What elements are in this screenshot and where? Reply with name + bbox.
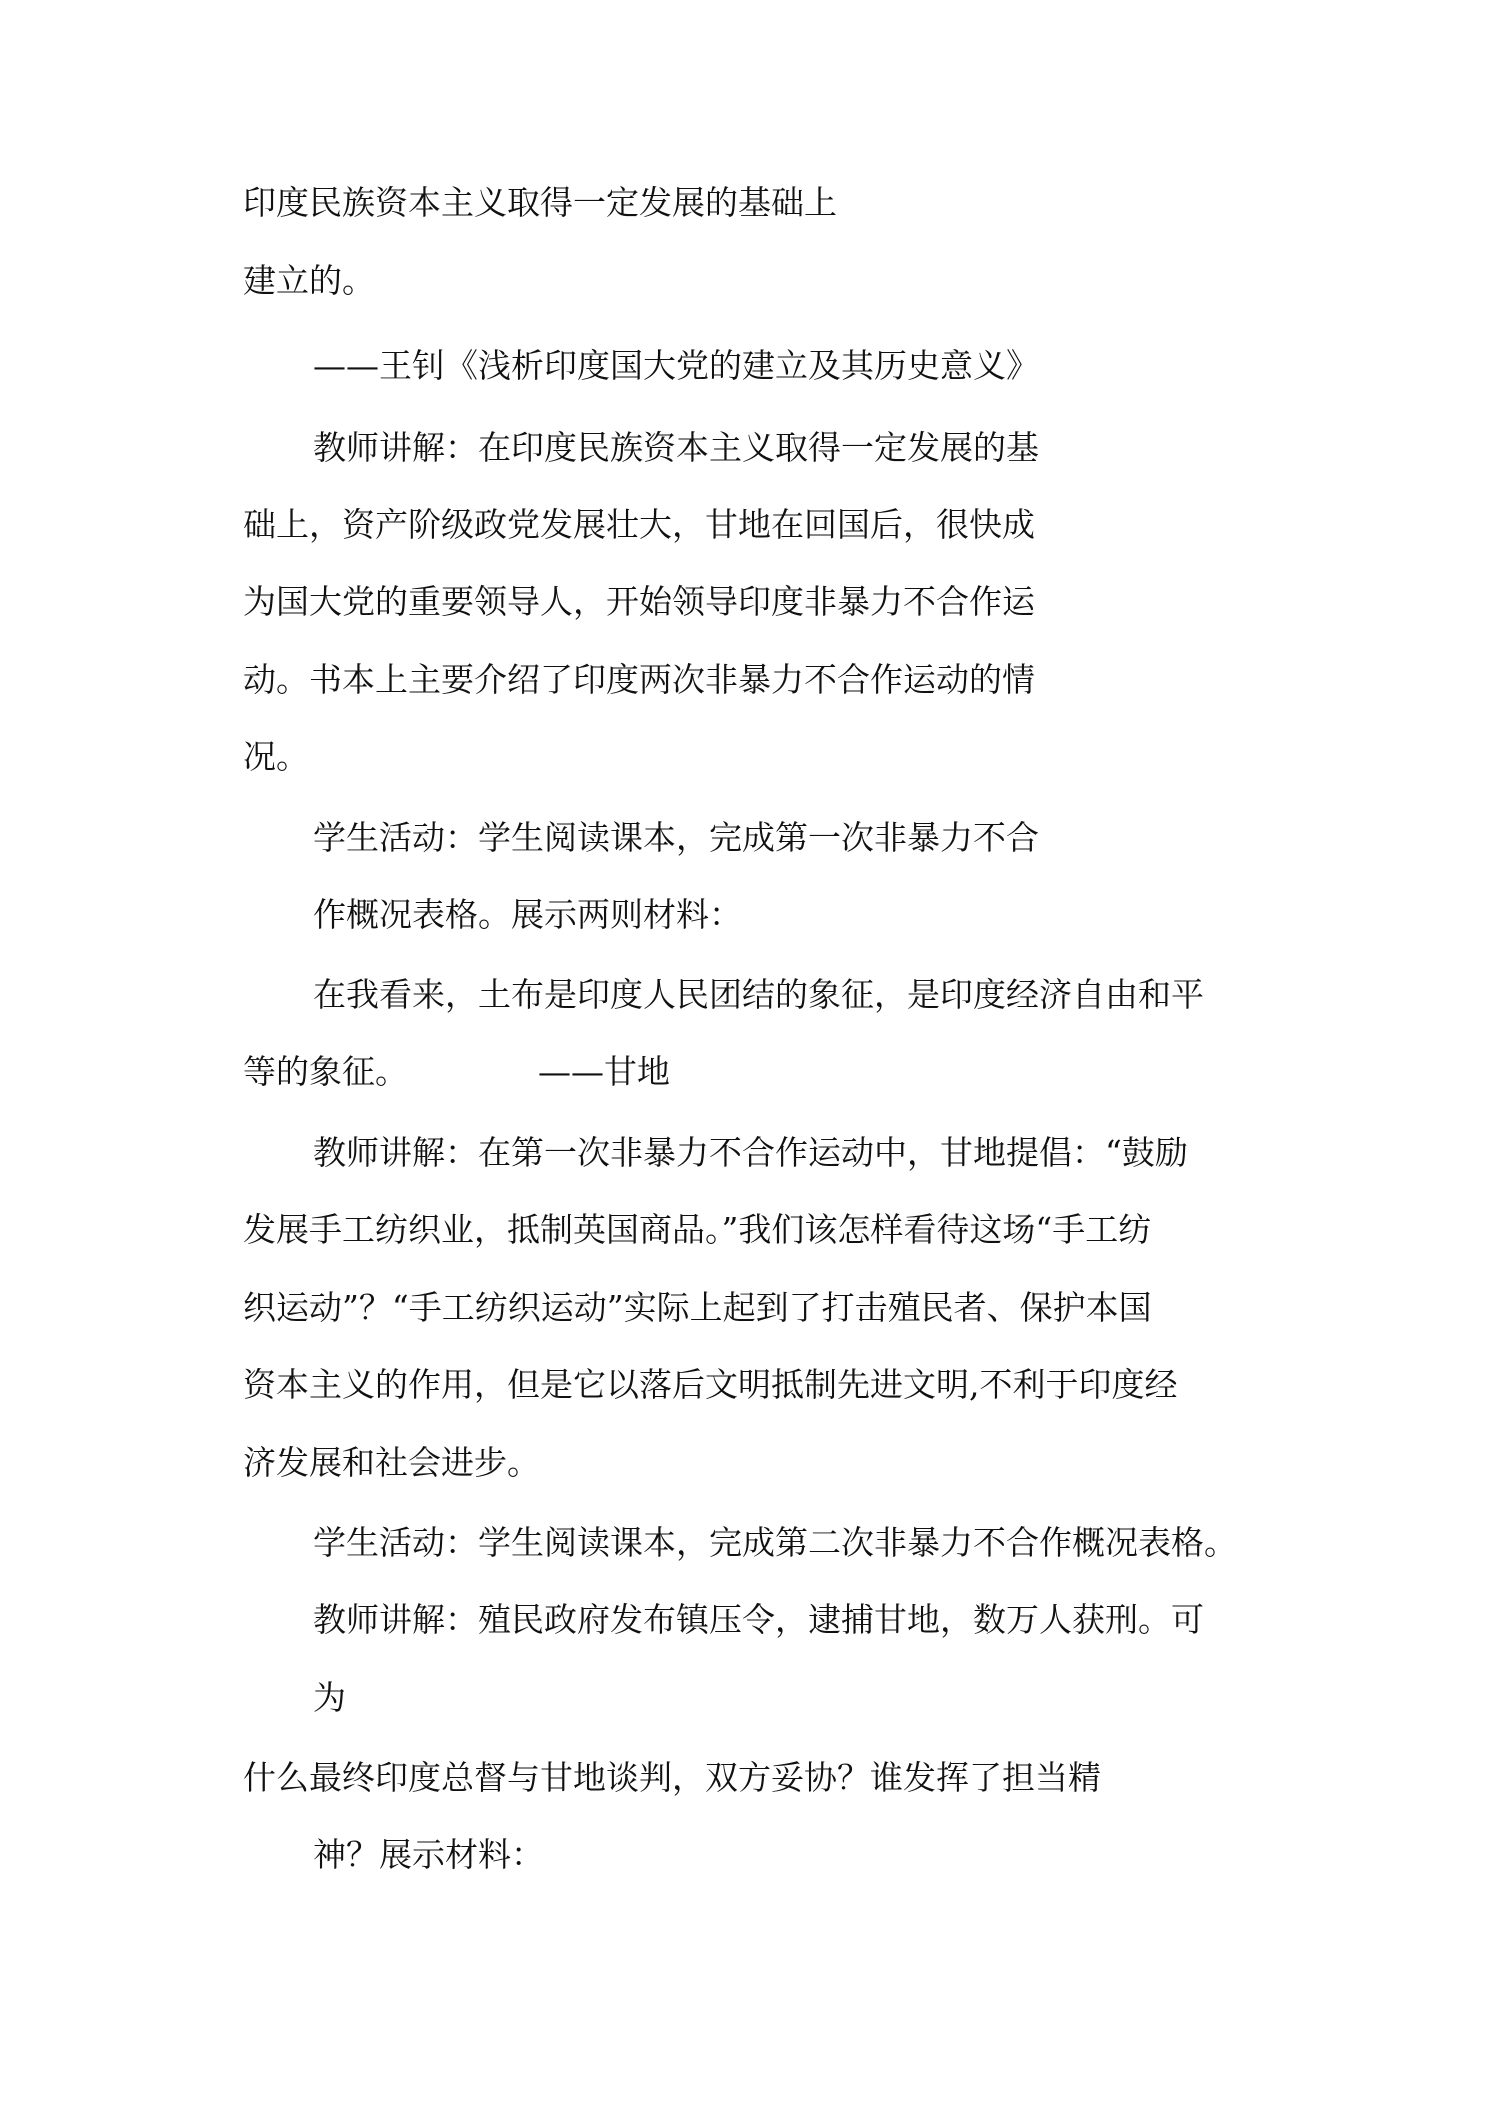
text-line-6: 为国大党的重要领导人，开始领导印度非暴力不合作运 <box>243 582 1035 621</box>
text-line-19: 学生活动：学生阅读课本，完成第二次非暴力不合作概况表格。 <box>313 1523 1237 1562</box>
text-line-15: 发展手工纺织业，抵制英国商品。”我们该怎样看待这场“手工纺 <box>243 1210 1152 1249</box>
text-line-5: 础上，资产阶级政党发展壮大，甘地在回国后，很快成 <box>243 505 1035 544</box>
text-line-1: 印度民族资本主义取得一定发展的基础上 <box>243 183 837 222</box>
citation-line: ——王钊《浅析印度国大党的建立及其历史意义》 <box>313 346 1039 385</box>
text-line-10: 作概况表格。展示两则材料： <box>313 895 742 934</box>
text-line-2: 建立的。 <box>243 261 375 300</box>
quote-attribution: ——甘地 <box>538 1052 670 1091</box>
text-line-11: 在我看来，土布是印度人民团结的象征，是印度经济自由和平 <box>313 975 1204 1014</box>
text-line-18: 济发展和社会进步。 <box>243 1443 540 1482</box>
text-line-14: 教师讲解：在第一次非暴力不合作运动中，甘地提倡：“鼓励 <box>313 1133 1188 1172</box>
text-line-8: 况。 <box>243 737 309 776</box>
text-line-4: 教师讲解：在印度民族资本主义取得一定发展的基 <box>313 428 1039 467</box>
text-line-12: 等的象征。 <box>243 1052 408 1091</box>
text-line-22: 什么最终印度总督与甘地谈判，双方妥协？谁发挥了担当精 <box>243 1758 1101 1797</box>
text-line-21: 为 <box>313 1678 346 1717</box>
text-line-7: 动。书本上主要介绍了印度两次非暴力不合作运动的情 <box>243 660 1035 699</box>
text-line-17: 资本主义的作用，但是它以落后文明抵制先进文明,不利于印度经 <box>243 1365 1178 1404</box>
text-line-9: 学生活动：学生阅读课本，完成第一次非暴力不合 <box>313 818 1039 857</box>
text-line-20: 教师讲解：殖民政府发布镇压令，逮捕甘地，数万人获刑。可 <box>313 1600 1204 1639</box>
text-line-16: 织运动”？“手工纺织运动”实际上起到了打击殖民者、保护本国 <box>243 1288 1152 1327</box>
text-line-23: 神？展示材料： <box>313 1835 544 1874</box>
